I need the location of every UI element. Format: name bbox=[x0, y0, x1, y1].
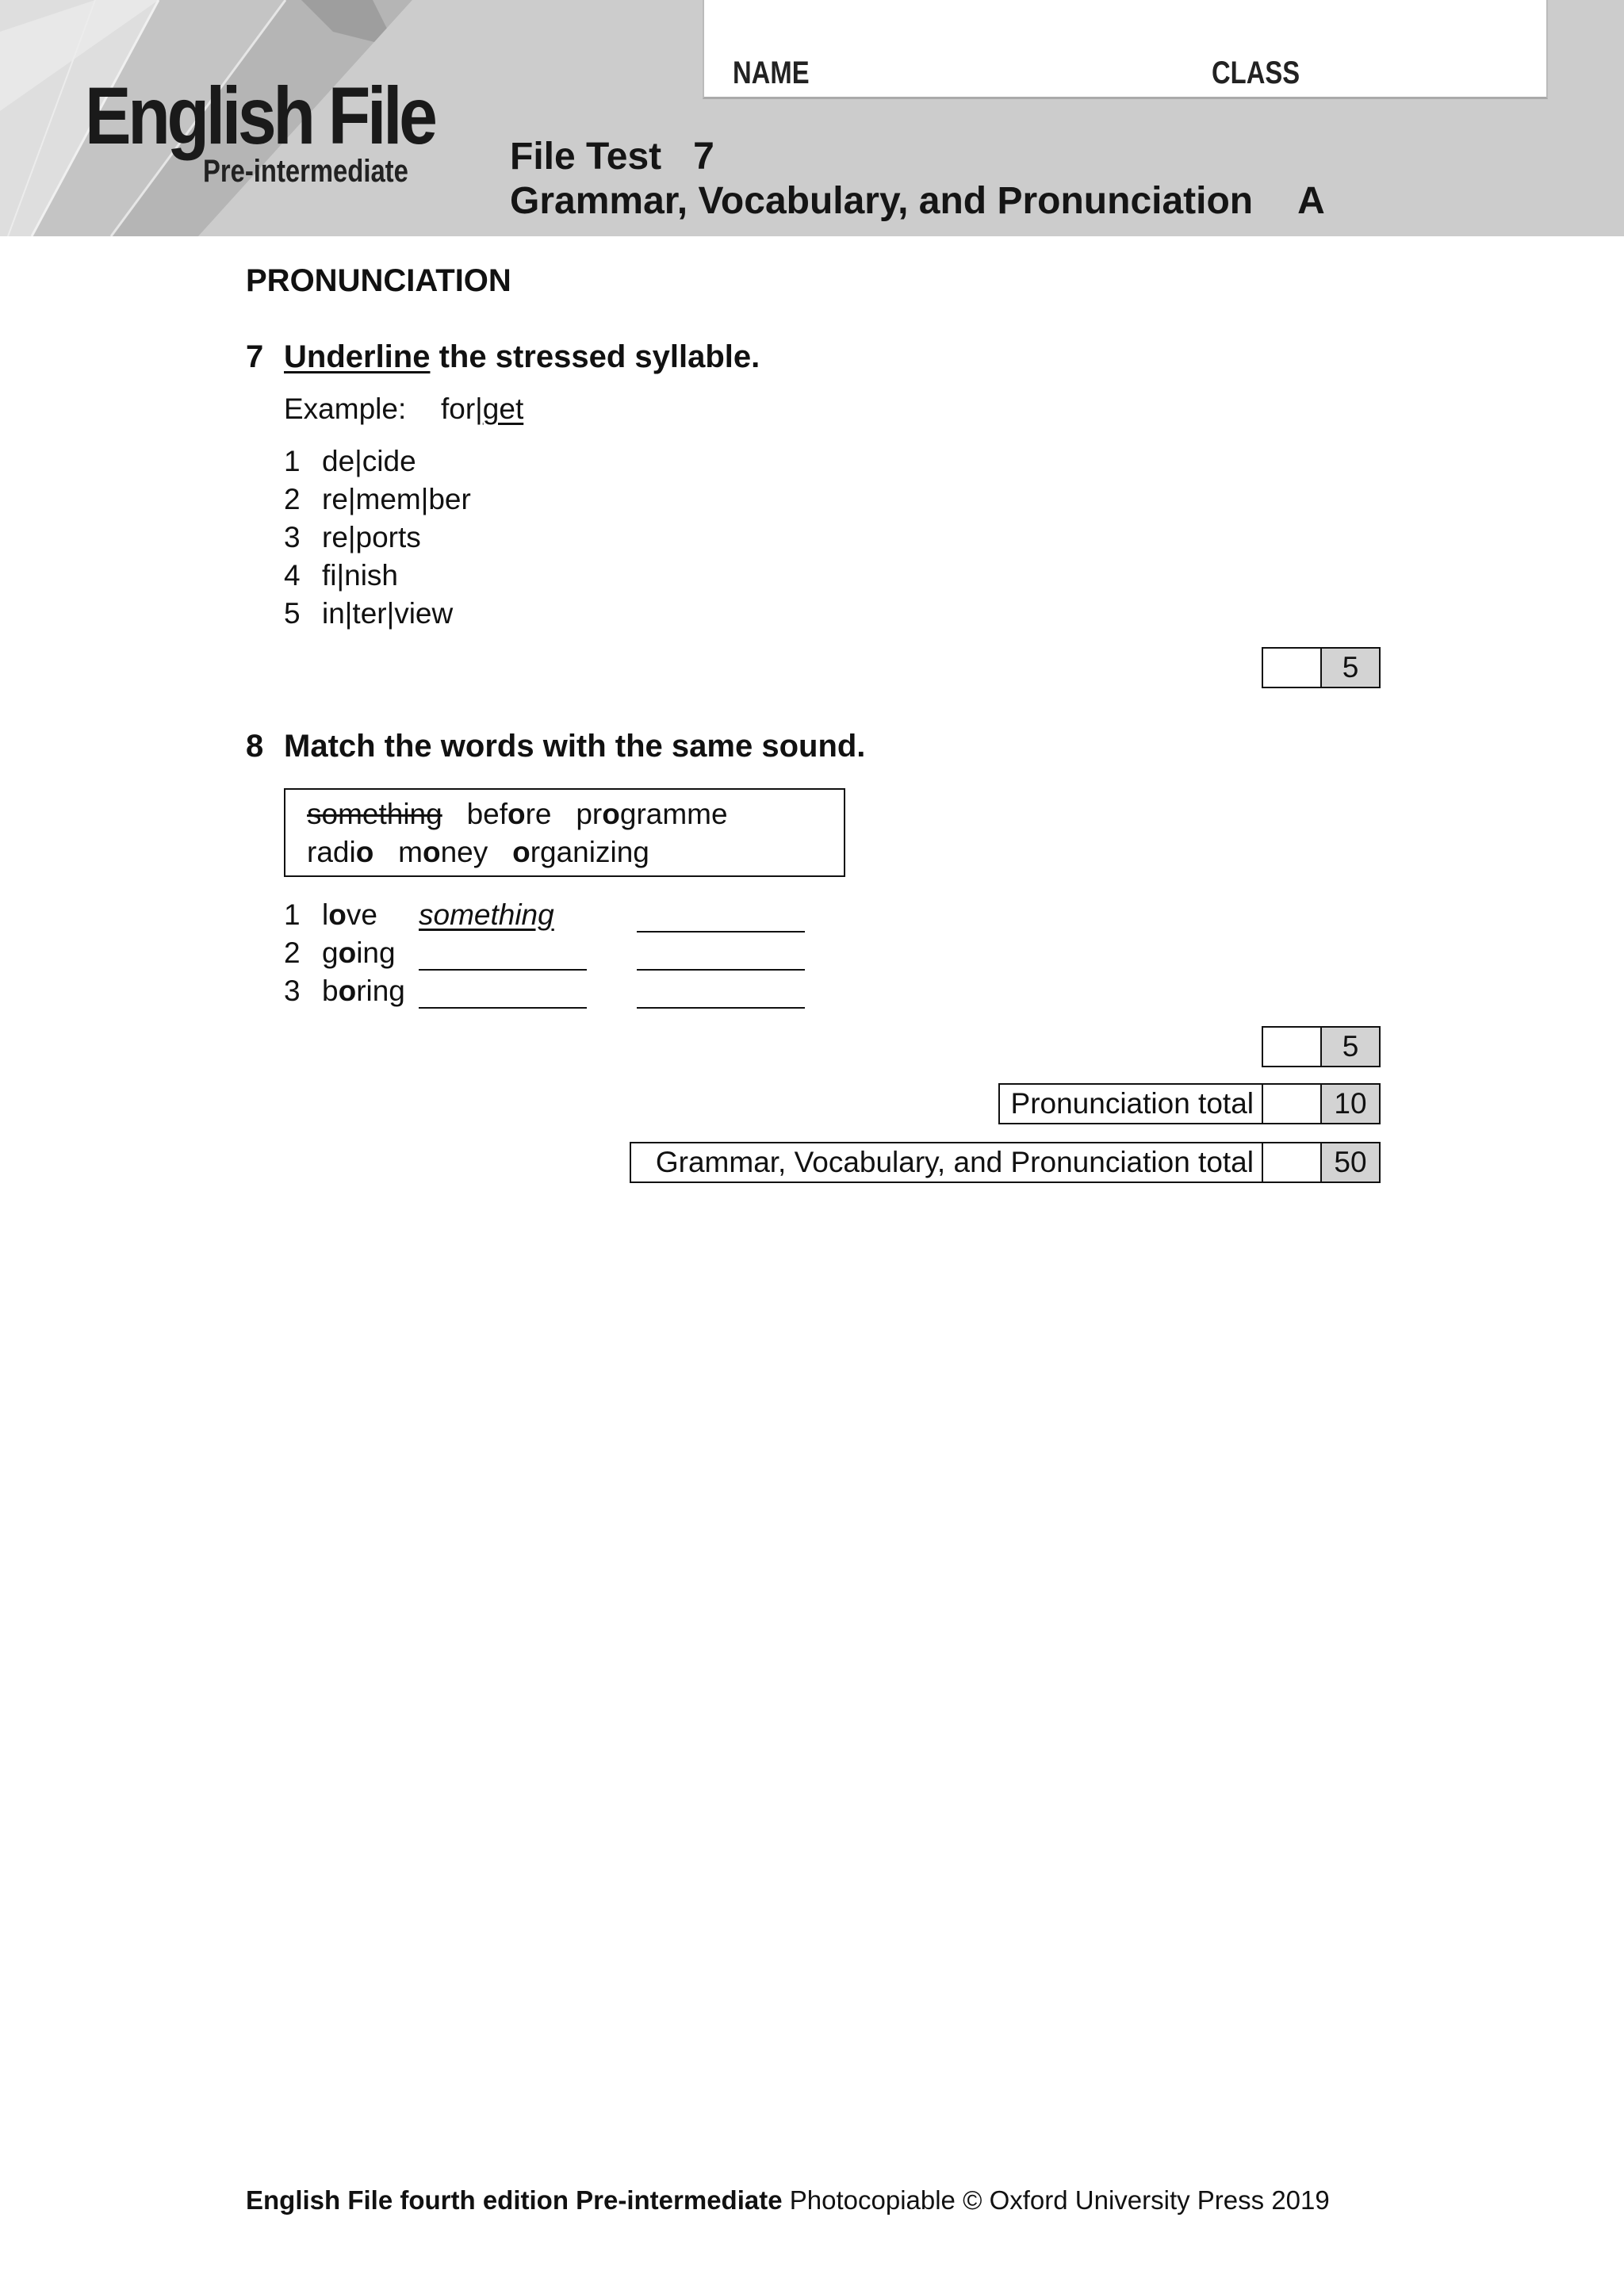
instruction-rest: the stressed syllable. bbox=[430, 339, 760, 374]
word-organizing: organizing bbox=[512, 836, 649, 868]
word-box-row-1 bbox=[307, 798, 728, 831]
word-radio: radio bbox=[307, 836, 374, 868]
crossed-word bbox=[307, 798, 442, 830]
test-subtitle bbox=[510, 179, 1325, 223]
header-band bbox=[0, 0, 1624, 236]
q7-score-input[interactable] bbox=[1262, 647, 1322, 688]
answer-blank[interactable] bbox=[637, 1007, 805, 1009]
pronunciation-total-input[interactable] bbox=[1262, 1083, 1322, 1124]
list-item-number: 3 bbox=[284, 521, 301, 553]
match-word: boring bbox=[322, 975, 405, 1007]
word-box-row-2 bbox=[307, 836, 649, 869]
syllable-word[interactable]: re|mem|ber bbox=[322, 483, 471, 515]
list-item-number: 2 bbox=[284, 936, 301, 969]
list-item-number: 2 bbox=[284, 483, 301, 515]
list-item-number: 5 bbox=[284, 597, 301, 630]
section-title: PRONUNCIATION bbox=[246, 263, 511, 298]
q7-score-max: 5 bbox=[1320, 647, 1381, 688]
name-label: NAME bbox=[733, 56, 810, 90]
question-7-number: 7 bbox=[246, 339, 264, 374]
gvp-total-input[interactable] bbox=[1262, 1142, 1322, 1183]
question-8-number: 8 bbox=[246, 729, 264, 764]
word-something: something bbox=[307, 798, 442, 830]
match-word: love bbox=[322, 898, 377, 931]
q8-score-input[interactable] bbox=[1262, 1026, 1322, 1067]
question-7-instruction bbox=[284, 339, 760, 375]
test-title: File Test 7 bbox=[510, 136, 714, 178]
gvp-total-label: Grammar, Vocabulary, and Pronunciation total bbox=[630, 1142, 1263, 1183]
pronunciation-total-label: Pronunciation total bbox=[998, 1083, 1263, 1124]
syllable-word[interactable]: re|ports bbox=[322, 521, 421, 553]
answer-blank[interactable] bbox=[419, 969, 587, 971]
answer-blank[interactable] bbox=[419, 1007, 587, 1009]
syllable-word[interactable]: de|cide bbox=[322, 445, 416, 477]
syllable-word[interactable]: in|ter|view bbox=[322, 597, 454, 630]
instruction-underline-word: Underline bbox=[284, 339, 431, 374]
word-box bbox=[284, 788, 845, 877]
answer-blank[interactable] bbox=[637, 969, 805, 971]
pronunciation-total-max: 10 bbox=[1320, 1083, 1381, 1124]
logo-title: English File bbox=[85, 71, 435, 161]
list-item-number: 4 bbox=[284, 559, 301, 592]
word-before: before bbox=[466, 798, 552, 830]
test-version: A bbox=[1297, 180, 1325, 222]
example-answer: something bbox=[419, 898, 554, 931]
list-item-number: 3 bbox=[284, 975, 301, 1007]
word-programme: programme bbox=[576, 798, 728, 830]
class-label: CLASS bbox=[1212, 56, 1300, 90]
logo-subtitle: Pre-intermediate bbox=[203, 154, 408, 189]
test-subtitle-text: Grammar, Vocabulary, and Pronunciation bbox=[510, 180, 1254, 222]
gvp-total-max: 50 bbox=[1320, 1142, 1381, 1183]
answer-blank[interactable] bbox=[637, 931, 805, 933]
example-word bbox=[441, 393, 523, 426]
footer-copyright bbox=[246, 2185, 1330, 2215]
q8-score-max: 5 bbox=[1320, 1026, 1381, 1067]
syllable-word[interactable]: fi|nish bbox=[322, 559, 398, 592]
list-item-number: 1 bbox=[284, 898, 301, 931]
list-item-number: 1 bbox=[284, 445, 301, 477]
example-stressed: get bbox=[482, 393, 524, 425]
footer-book-title: English File fourth edition Pre-intermediate bbox=[246, 2185, 783, 2215]
question-8-instruction: Match the words with the same sound. bbox=[284, 729, 866, 764]
footer-copyright-text: Photocopiable © Oxford University Press 2019 bbox=[782, 2185, 1330, 2215]
word-money: money bbox=[398, 836, 488, 868]
example-label: Example: bbox=[284, 393, 407, 425]
example-pre: for| bbox=[441, 393, 483, 425]
match-word: going bbox=[322, 936, 396, 969]
name-class-box[interactable] bbox=[703, 0, 1548, 99]
